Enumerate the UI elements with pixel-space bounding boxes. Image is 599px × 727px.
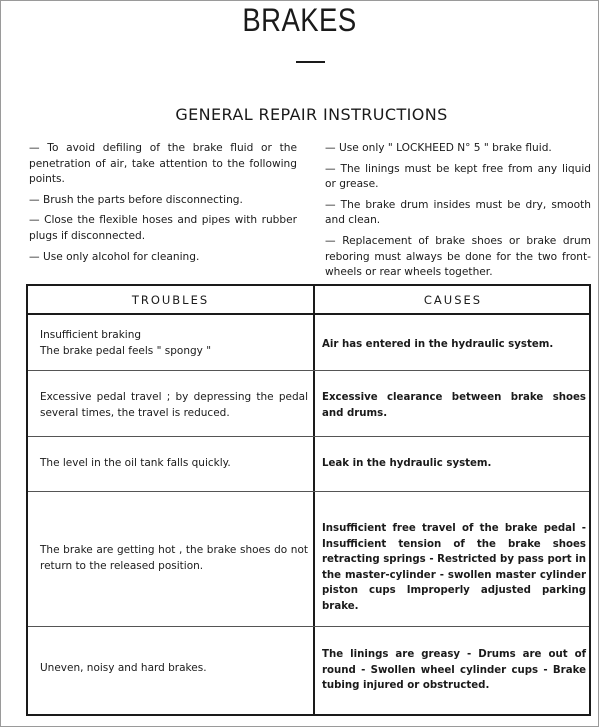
row-divider <box>28 626 589 627</box>
table-row-4-trouble: The brake are getting hot , the brake shoes do not return to the released position. <box>40 544 308 572</box>
troubleshooting-table <box>26 284 591 716</box>
table-row-2-cause: Excessive clearance between brake shoes and drums. <box>322 392 586 419</box>
header-causes: CAUSES <box>423 293 483 307</box>
instruction-item: — Brush the parts before disconnecting. <box>29 193 243 206</box>
table-row-1-cause: Air has entered in the hydraulic system. <box>322 339 554 350</box>
table-row-1-trouble <box>40 328 308 359</box>
trouble-line: Insufficient braking <box>40 329 142 341</box>
header-rule <box>28 313 589 315</box>
instructions-right-column <box>325 141 591 286</box>
table-row-3-cause: Leak in the hydraulic system. <box>322 458 492 469</box>
header-troubles: TROUBLES <box>131 293 210 307</box>
table-row-5-trouble: Uneven, noisy and hard brakes. <box>40 662 207 674</box>
row-divider <box>28 491 589 492</box>
instruction-item: — The brake drum insides must be dry, smooth and clean. <box>325 198 591 227</box>
instruction-item: — To avoid defiling of the brake fluid or the penetration of air, take attention to the following points. <box>29 142 297 186</box>
title-underline <box>296 61 325 63</box>
instruction-item: — Close the flexible hoses and pipes with rubber plugs if disconnected. <box>29 214 297 242</box>
trouble-line: The brake pedal feels " spongy " <box>40 344 212 357</box>
instructions-left-column <box>29 141 297 270</box>
column-divider <box>313 286 315 714</box>
row-divider <box>28 370 589 371</box>
instruction-item: — The linings must be kept free from any liquid or grease. <box>325 162 591 191</box>
table-row-4-cause: Insufficient free travel of the brake pedal - Insufficient tension of the brake shoes retracting springs - Restricted by pass port in the master-cylinder - swollen master cylinder piston cups Improperly adjusted parking brake. <box>322 523 586 612</box>
page-title: BRAKES <box>242 2 357 38</box>
instruction-item: — Use only " LOCKHEED N° 5 " brake fluid. <box>325 142 552 154</box>
table-row-3-trouble: The level in the oil tank falls quickly. <box>40 457 231 469</box>
row-divider <box>28 436 589 437</box>
section-subtitle: GENERAL REPAIR INSTRUCTIONS <box>175 105 448 124</box>
table-row-2-trouble: Excessive pedal travel ; by depressing the pedal several times, the travel is reduced. <box>40 391 308 419</box>
instruction-item: — Replacement of brake shoes or brake drum reboring must always be done for the two front-wheels or rear wheels together. <box>325 234 591 279</box>
instruction-item: — Use only alcohol for cleaning. <box>29 250 200 263</box>
table-row-5-cause: The linings are greasy - Drums are out of round - Swollen wheel cylinder cups - Brake tubing injured or obstructed. <box>322 649 586 692</box>
